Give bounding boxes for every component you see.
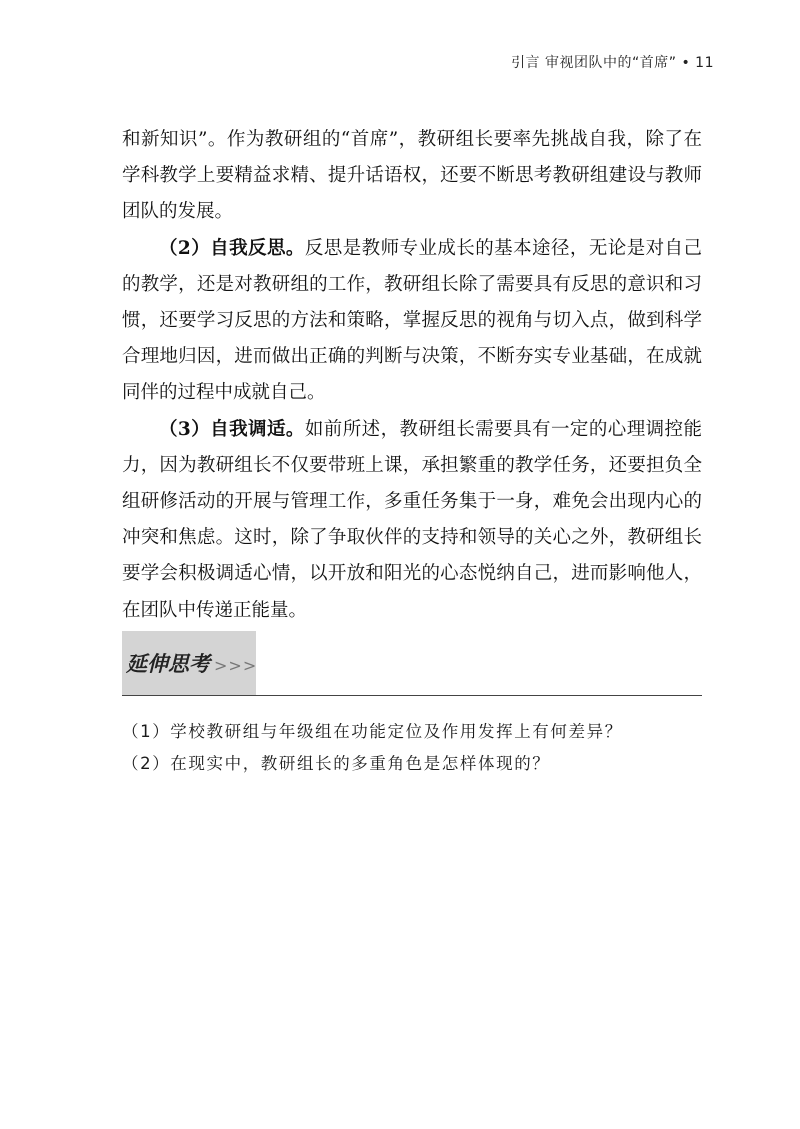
paragraph-2-text: 反思是教师专业成长的基本途径，无论是对自己的教学，还是对教研组的工作，教研组长除了需要具有反思的意识和习惯，还要学习反思的方法和策略，掌握反思的视角与切入点，做到科学合理地归因，进而做出正确的判断与决策，不断夯实专业基础，在成就同伴的过程中成就自己。 [122, 237, 702, 404]
thinking-title-text: 延伸思考 [126, 652, 210, 676]
paragraph-3 [122, 412, 702, 629]
paragraph-2 [122, 231, 702, 412]
paragraph-3-text: 如前所述，教研组长需要具有一定的心理调控能力，因为教研组长不仅要带班上课，承担繁重的教学任务，还要担负全组研修活动的开展与管理工作，多重任务集于一身，难免会出现内心的冲突和焦虑。这时，除了争取伙伴的支持和领导的关心之外，教研组长要学会积极调适心情，以开放和阳光的心态悦纳自己，进而影响他人，在团队中传递正能量。 [122, 418, 702, 621]
question-1: （1）学校教研组与年级组在功能定位及作用发挥上有何差异？ [122, 722, 623, 741]
body-text [122, 122, 702, 629]
paragraph-1: 和新知识”。作为教研组的“首席”，教研组长要率先挑战自我，除了在学科教学上要精益求精、提升话语权，还要不断思考教研组建设与教师团队的发展。 [122, 129, 702, 223]
thinking-arrows: >>> [214, 656, 258, 675]
thinking-divider [122, 695, 702, 696]
question-2: （2）在现实中，教研组长的多重角色是怎样体现的？ [122, 754, 551, 773]
thinking-questions [122, 716, 702, 780]
thinking-title [126, 648, 257, 678]
running-head: 引言 审视团队中的“首席” • 11 [511, 55, 714, 71]
paragraph-3-heading: （3）自我调适。 [159, 418, 305, 440]
paragraph-2-heading: （2）自我反思。 [159, 237, 305, 259]
